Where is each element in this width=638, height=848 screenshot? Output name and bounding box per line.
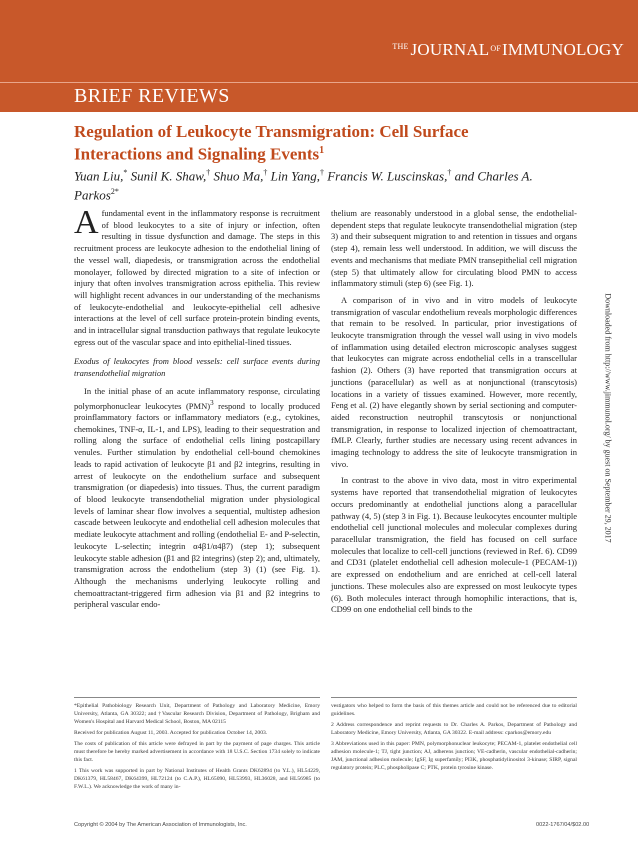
author-name: Sunil K. Shaw, [130,168,207,184]
left-column [74,204,321,611]
body-paragraph: A comparison of in vivo and in vitro models of leukocyte transmigration of vascular endothelium reveals morphologic differences that remain to be resolved. In particular, prior investigations of leukocyte transmigration through the vessel wall using in vivo models of inflammation using detailed electron microscopic analyses suggest that leukocytes can migrate across endothelial cells in a transcellular fashion (2). Others (3) have reported that transmigration occurs at junctions (paracellular) as well as at nonjunctional (transcytosis) locations in a variety of tissues examined. However, more recently, Feng et al. (2) have elegantly shown by serial sectioning and computer-aided reconstruction neutrophil transcytosis or nonjunctional transmigration, in response to localized injection of chemoattractant, fMLP. Clearly, further studies are necessary using recent advances in imaging technology to address the site of leukocyte transmigration in vivo. [331,294,577,469]
author-name: Yuan Liu, [74,168,124,184]
footnote-divider [74,697,320,698]
section-label: BRIEF REVIEWS [74,85,230,107]
footnote-3: 3 Abbreviations used in this paper: PMN, polymorphonuclear leukocyte; PECAM-1, platelet endothelial cell adhesion molecule-1; TJ, tight junction; AJ, adherens junction; VE-cadherin, vascular endothelial-cadherin; JAM, junctional adhesion molecule; IgSF, Ig superfamily; PI3K, phosphatidylinositol 3-kinase; SIRP, signal regulatory protein; PLC, phospholipase C; PTK, protein tyrosine kinase. [331,741,577,771]
footnote-costs: The costs of publication of this article were defrayed in part by the payment of page charges. This article must therefore be hereby marked advertisement in accordance with 18 U.S.C. Section 1734 solely to indicate this fact. [74,741,320,763]
body-paragraph: In contrast to the above in vivo data, most in vitro experimental systems have reported that transendothelial migration of leukocytes occurs predominantly at endothelial junctions along a paracellular pathway (4, 5) (step 3 in Fig. 1). Because leukocytes encounter multiple endothelial cell junctional molecules and molecular complexes during paracellular transmigration, the field has focused on cell surface molecules that localize to cell-cell junctions (reviewed in Ref. 6). CD99 and CD31 (platelet endothelial cell adhesion molecule-1 (PECAM-1)) are expressed on endothelium and are enriched at cell-cell lateral junctions. These molecules also are expressed on most leukocyte types (6). Both molecules interact through homophilic interactions, that is, CD99 on one endothelial cell binds to the [331,475,577,615]
footnote-affiliations: *Epithelial Pathobiology Research Unit, Department of Pathology and Laboratory Medicine, Emory University, Atlanta, GA 30322; and †Vascular Research Division, Department of Pathology, Brigham and Women's Hospital and Harvard Medical School, Boston, MA 02115 [74,703,320,725]
body-paragraph: thelium are reasonably understood in a global sense, the endothelial-dependent steps that regulate leukocyte transendothelial migration (step 3) and their subsequent migration to and retention in tissues and organs (step 4), remain less well understood. In addition, we will discuss the events and mechanisms that mediate PMN transepithelial cell migration (step 5) that ultimately allow for circulating blood PMN to access inflammatory stimuli (step 6) (see Fig. 1). [331,208,577,289]
footnotes-left [74,702,320,794]
issn-code: 0022-1767/04/$02.00 [536,822,590,828]
band-divider [0,82,638,83]
section-subheading: Exodus of leukocytes from blood vessels: cell surface events during transendothelial migration [74,356,320,379]
drop-cap: A [74,204,99,241]
copyright-notice: Copyright © 2004 by The American Association of Immunologists, Inc. [74,822,247,828]
footnote-divider [331,697,577,698]
footnote-2: 2 Address correspondence and reprint requests to Dr. Charles A. Parkos, Department of Pathology and Laboratory Medicine, Emory University, Atlanta, GA 30322. E-mail address: cparkos@emory.edu [331,722,577,736]
author-name: Shuo Ma, [213,168,264,184]
right-column [331,208,577,616]
footnote-1: 1 This work was supported in part by National Institutes of Health Grants DK62894 (to Y.L.), HL54229, DK61379, HL58467, DK64399, HL72124 (to C.A.P.), HL65090, HL53993, HL36028, and HL56985 (to F.W.L.). We acknowledge the work of many in- [74,768,320,790]
footnote-continued: vestigators who helped to form the basis of this themes article and could not be referenced due to editorial guidelines. [331,703,577,717]
author-name: Lin Yang, [270,168,320,184]
author-name: and Charles A. Parkos [74,168,533,203]
author-name: Francis W. Luscinskas, [327,168,448,184]
body-paragraph: In the initial phase of an acute inflammatory response, circulating polymorphonuclear leukocytes (PMN)$^3$ respond to locally produced proinflammatory factors or inflammatory mediators (e.g., cytokines, chemokines, TNF-α, IL-1, and LPS), leading to their sequestration and rolling along the surface of endothelial cells lining postcapillary venules. Further stimulation by endothelial cell-bound chemokines leads to rapid activation of leukocyte β1 and β2 integrins, resulting in arrest of leukocyte on the endothelium surface and subsequent transmigration (or diapedesis) into tissues. Thus, the current paradigm of blood leukocyte transendothelial migration under physiological levels of laminar shear flow involves a sequential, multistep adhesion cascade between leukocyte and endothelial cell adhesion molecules that mediate leukocyte attachment and rolling (endothelial E- and P-selectin, leukocyte L-selectin; integrin α4β1/α4β7) (step 1); subsequent leukocyte stable adhesion (β1 and β2 integrins) (step 2); and, ultimately, transmigration across the endothelium (step 3) (1) (see Fig. 1). Although the mechanisms underlying leukocyte rolling and chemoattractant-triggered firm adhesion via β1 and β2 integrins to peripheral vascular endo- [74,385,321,610]
abstract-paragraph: Afundamental event in the inflammatory response is recruitment of blood leukocytes to a site of injury or infection, often resulting in tissue dysfunction and damage. The steps in this recruitment process are leukocyte adhesion to the endothelial lining of the vessel wall, diapedesis, or transmigration across the endothelial monolayer, followed by directed migration to a site of infection or injury that often involves transmigration across epithelia. This review will highlight recent advances in our understanding of the mechanisms of leukocyte-endothelial and leukocyte-epithelial cell adhesive interactions at the level of cell surface protein-protein binding events, and in intracellular signal transduction pathways that regulate leukocyte egress out of the vascular space and into epithelial-lined tissues. [74,204,320,347]
article-title: Regulation of Leukocyte Transmigration: Cell Surface Interactions and Signaling Events$^1$ [74,122,469,164]
journal-title: $^{THE}$ $JOURNAL^{OF}IMMUNOLOGY$ [392,40,624,59]
download-notice-text[interactable]: Downloaded from http://www.jimmunol.org/ by guest on September 29, 2017 [603,293,613,543]
section-band [0,82,638,112]
footnotes-right [331,702,577,775]
author-list: Yuan Liu,* Sunil K. Shaw,† Shuo Ma,† Lin Yang,† Francis W. Luscinskas,† and Charles A. Parkos$^{2*}$ [74,168,533,203]
journal-masthead [0,0,638,82]
footnote-received: Received for publication August 11, 2003. Accepted for publication October 14, 2003. [74,730,268,736]
